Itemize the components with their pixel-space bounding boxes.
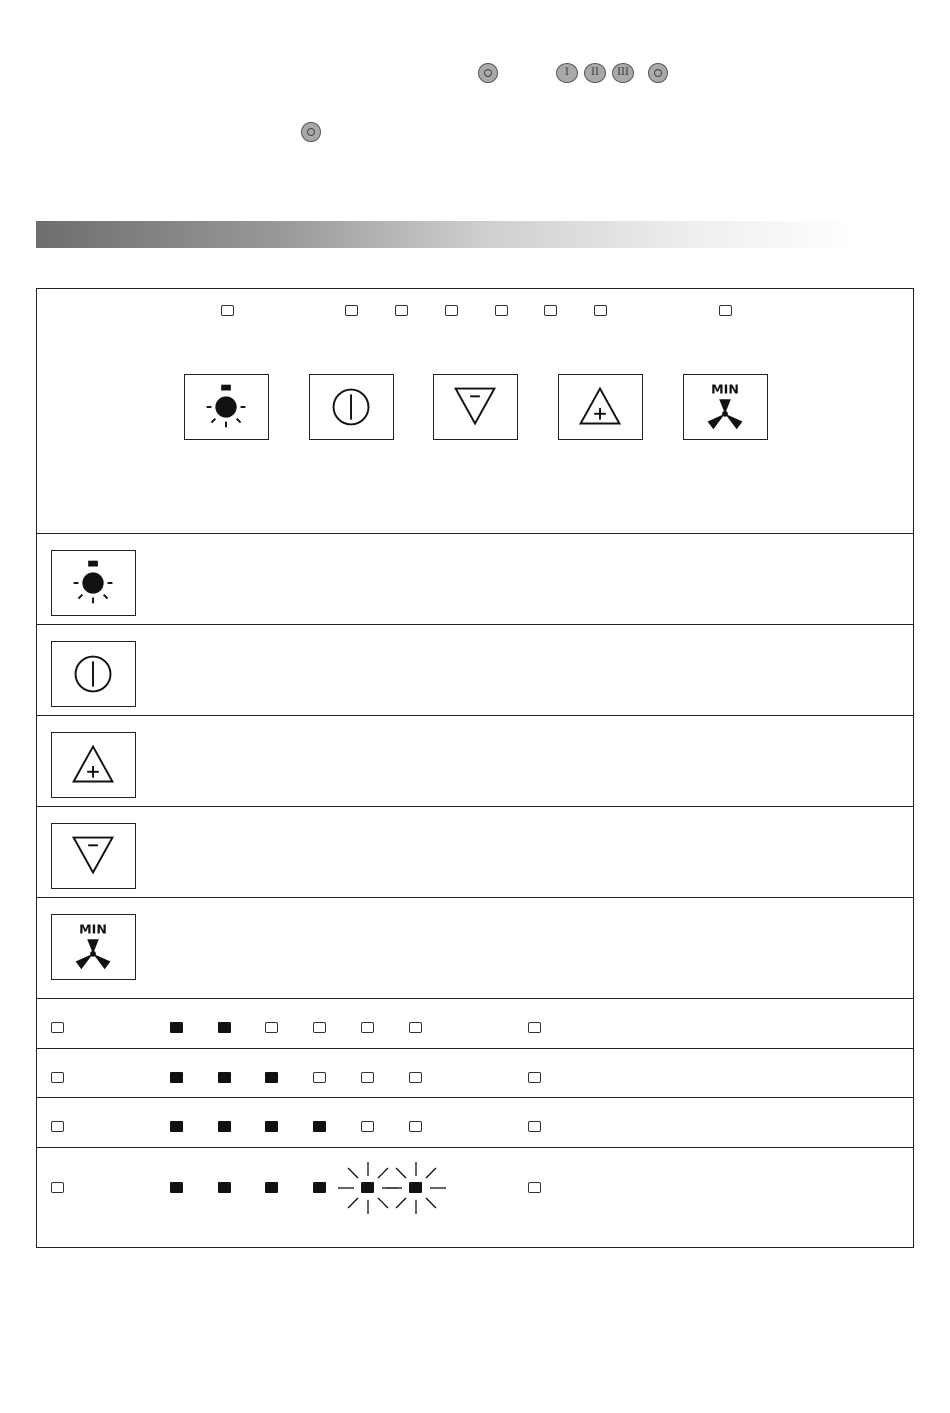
state-led-4-2: [170, 1182, 183, 1193]
panel-led-light: [221, 305, 234, 316]
row-divider: [37, 1097, 913, 1098]
light-button[interactable]: [184, 374, 269, 440]
state-led-1-1: [51, 1022, 64, 1033]
state-led-2-6: [361, 1072, 374, 1083]
legend-minus-icon-box: [51, 823, 136, 889]
state-led-1-4: [265, 1022, 278, 1033]
section-gradient-bar: [36, 221, 856, 248]
blink-rays-icon: [381, 1160, 451, 1216]
light-knob-icon: [648, 63, 668, 83]
control-table: [36, 288, 914, 1248]
state-led-1-7: [409, 1022, 422, 1033]
state-led-1-3: [218, 1022, 231, 1033]
power-icon: [310, 375, 393, 439]
state-led-3-8: [528, 1121, 541, 1132]
state-led-2-4: [265, 1072, 278, 1083]
state-led-2-8: [528, 1072, 541, 1083]
power-icon: [52, 642, 135, 706]
legend-light-icon-box: [51, 550, 136, 616]
plus-triangle-icon: [559, 375, 642, 439]
minus-triangle-icon: [434, 375, 517, 439]
speed-3-knob-icon: III: [612, 63, 634, 83]
state-led-4-5: [313, 1182, 326, 1193]
legend-power-icon-box: [51, 641, 136, 707]
state-led-1-5: [313, 1022, 326, 1033]
state-led-1-8: [528, 1022, 541, 1033]
minus-triangle-icon: [52, 824, 135, 888]
state-led-1-6: [361, 1022, 374, 1033]
panel-led-3: [445, 305, 458, 316]
panel-led-1: [345, 305, 358, 316]
panel-led-5: [544, 305, 557, 316]
state-led-1-2: [170, 1022, 183, 1033]
panel-led-2: [395, 305, 408, 316]
plus-button[interactable]: [558, 374, 643, 440]
min-label: MIN: [79, 921, 107, 937]
row-divider: [37, 1048, 913, 1049]
state-led-4-3: [218, 1182, 231, 1193]
row-divider: [37, 624, 913, 625]
min-label: MIN: [711, 381, 739, 397]
state-led-3-3: [218, 1121, 231, 1132]
legend-plus-icon-box: [51, 732, 136, 798]
state-led-3-7: [409, 1121, 422, 1132]
state-led-3-4: [265, 1121, 278, 1132]
row-divider: [37, 1147, 913, 1148]
row-divider: [37, 806, 913, 807]
panel-led-min: [719, 305, 732, 316]
state-led-4-1: [51, 1182, 64, 1193]
state-led-2-5: [313, 1072, 326, 1083]
state-led-3-5: [313, 1121, 326, 1132]
row-divider: [37, 533, 913, 534]
row-divider: [37, 998, 913, 999]
minus-button[interactable]: [433, 374, 518, 440]
legend-min-fan-icon-box: [51, 914, 136, 980]
state-led-2-3: [218, 1072, 231, 1083]
power-button[interactable]: [309, 374, 394, 440]
state-led-3-1: [51, 1121, 64, 1132]
panel-led-4: [495, 305, 508, 316]
speed-2-knob-icon: II: [584, 63, 606, 83]
light-icon: [185, 375, 268, 439]
state-led-2-7: [409, 1072, 422, 1083]
state-led-4-8: [528, 1182, 541, 1193]
panel-led-6: [594, 305, 607, 316]
fan-icon: [52, 915, 135, 979]
row-divider: [37, 715, 913, 716]
plus-triangle-icon: [52, 733, 135, 797]
off-knob-icon: [478, 63, 498, 83]
speed-1-knob-icon: I: [556, 63, 578, 83]
state-led-3-2: [170, 1121, 183, 1132]
state-led-4-4: [265, 1182, 278, 1193]
state-led-2-2: [170, 1072, 183, 1083]
state-led-2-1: [51, 1072, 64, 1083]
row-divider: [37, 897, 913, 898]
state-led-3-6: [361, 1121, 374, 1132]
min-fan-button[interactable]: [683, 374, 768, 440]
fan-icon: [684, 375, 767, 439]
light-icon: [52, 551, 135, 615]
power-knob-icon: [301, 122, 321, 142]
